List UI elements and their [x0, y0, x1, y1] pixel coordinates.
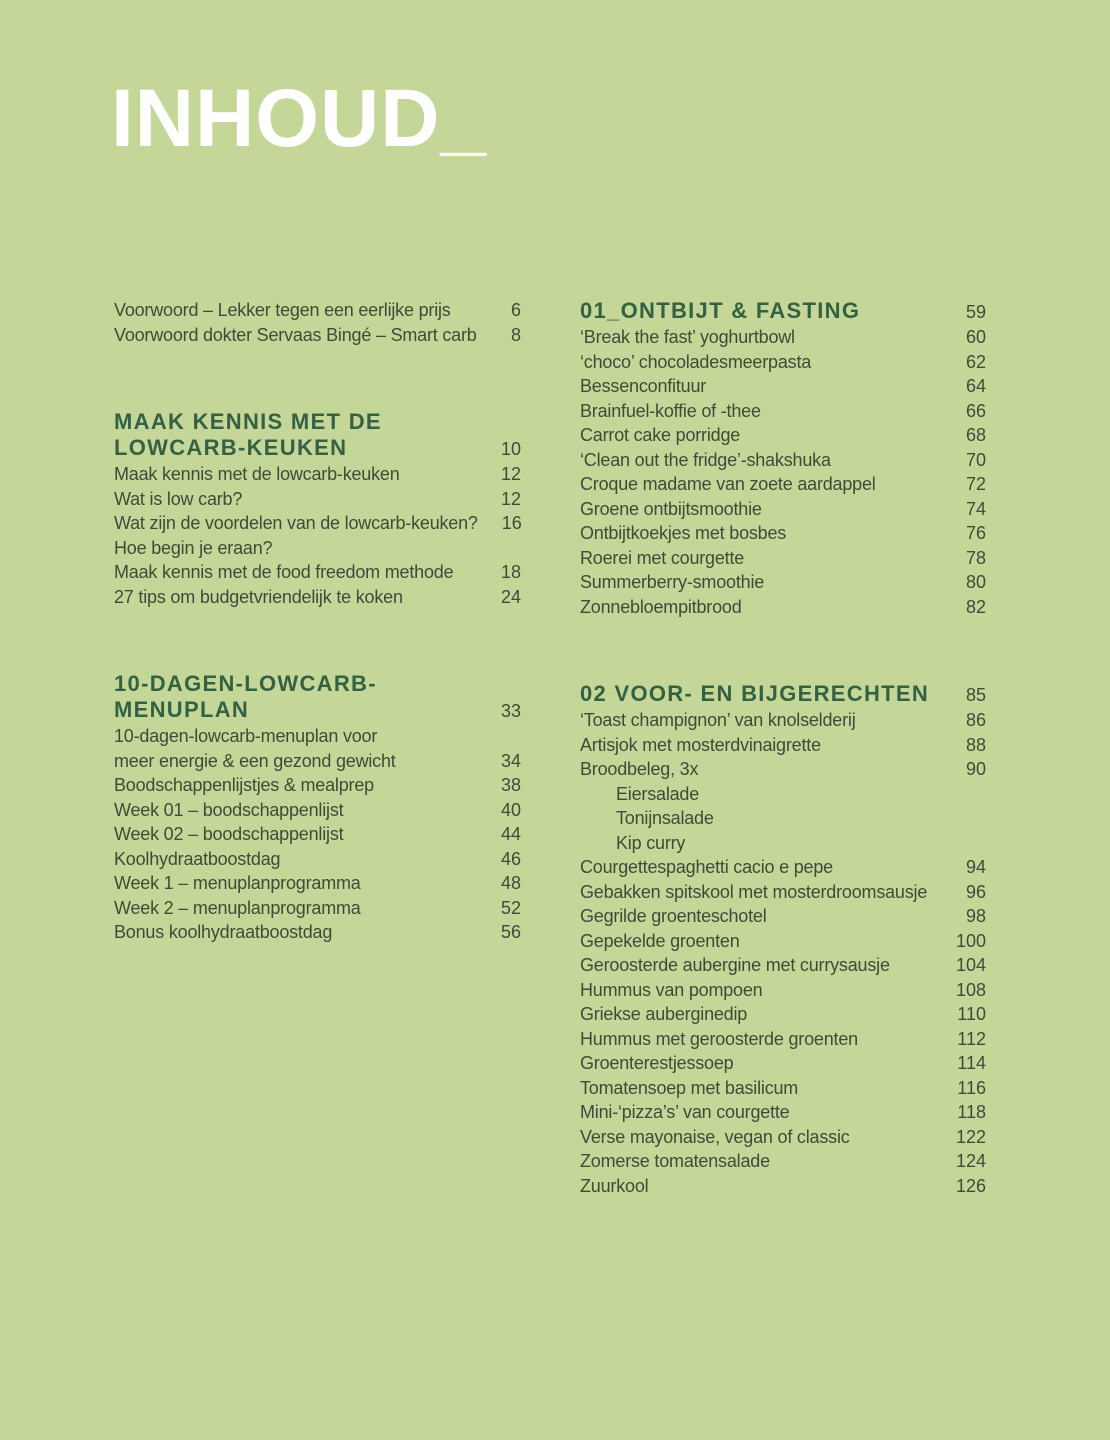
toc-entry-label: Wat is low carb? [114, 488, 243, 509]
toc-entry-label: Gepekelde groenten [580, 930, 740, 951]
toc-entry-page-number: 98 [965, 906, 986, 926]
toc-entry-row [114, 585, 521, 610]
toc-entry-label: Griekse auberginedip [580, 1004, 748, 1024]
toc-entry-row [114, 749, 521, 774]
toc-entry-row [580, 1051, 986, 1076]
toc-entry-label: Voorwoord – Lekker tegen een eerlijke prijs [114, 300, 451, 320]
toc-entry-label: Bonus koolhydraatboostdag [114, 922, 333, 942]
toc-entry-page-number: 24 [500, 586, 521, 607]
toc-entry-page-number: 8 [510, 324, 521, 345]
toc-entry-label: ‘Toast champignon’ van knolselderij [580, 710, 856, 730]
toc-section-title: 10-DAGEN-LOWCARB- [114, 671, 377, 696]
toc-entry-page-number: 82 [965, 596, 986, 617]
toc-entry-page-number: 118 [957, 1102, 986, 1122]
toc-entry-label: Week 2 – menuplanprogramma [114, 897, 361, 918]
toc-entry-page-number: 96 [965, 881, 986, 902]
toc-entry-label: Verse mayonaise, vegan of classic [580, 1126, 850, 1147]
toc-entry-row [580, 325, 986, 350]
toc-entry-row [580, 1149, 986, 1174]
toc-entry-row [580, 521, 986, 546]
toc-entry-row [114, 724, 521, 749]
toc-section [114, 671, 521, 945]
toc-entry-label: Brainfuel-koffie of -thee [580, 400, 761, 421]
toc-entry-label: Kip curry [616, 832, 686, 853]
toc-entry-row [580, 855, 986, 880]
toc-entry-row [580, 595, 986, 620]
toc-section-title: LOWCARB-KEUKEN [114, 435, 348, 460]
toc-entry-page-number: 60 [965, 327, 986, 347]
toc-entry-page-number: 100 [955, 930, 986, 951]
toc-entry-row [580, 423, 986, 448]
toc-entry-row [114, 298, 521, 323]
toc-entry-label: Mini-‘pizza’s’ van courgette [580, 1102, 790, 1122]
toc-entry-row [580, 904, 986, 929]
toc-section-header-row [114, 435, 521, 462]
toc-entry-row [114, 798, 521, 823]
page-title: INHOUD_ [111, 73, 488, 164]
toc-entry-label: Groene ontbijtsmoothie [580, 498, 762, 519]
toc-entry-label: Bessenconfituur [580, 376, 707, 396]
toc-left-column [114, 298, 521, 945]
toc-right-column [580, 298, 986, 1198]
toc-entry-row [580, 399, 986, 424]
toc-section-header-row [114, 409, 521, 435]
toc-entry-page-number: 16 [501, 513, 522, 533]
toc-entry-row [114, 487, 521, 512]
toc-entry-page-number: 110 [957, 1004, 986, 1024]
toc-entry-label: Voorwoord dokter Servaas Bingé – Smart carb [114, 324, 477, 345]
toc-section [580, 298, 986, 619]
toc-entry-label: meer energie & een gezond gewicht [114, 750, 396, 771]
toc-entry-page-number: 18 [500, 562, 521, 582]
toc-entry-label: Geroosterde aubergine met currysausje [580, 955, 890, 975]
toc-entry-page-number: 94 [965, 857, 986, 877]
toc-entry-page-number: 112 [957, 1028, 986, 1049]
toc-entry-row [114, 896, 521, 921]
toc-entry-page-number: 62 [965, 351, 986, 372]
toc-entry-row [580, 929, 986, 954]
toc-section-title: MENUPLAN [114, 697, 250, 722]
toc-entry-label: Zomerse tomatensalade [580, 1151, 770, 1171]
toc-entry-label: ‘choco’ chocoladesmeerpasta [580, 351, 812, 372]
toc-entry-label: Koolhydraatboostdag [114, 848, 281, 869]
toc-entry-label: Zuurkool [580, 1175, 649, 1196]
toc-entry-page-number: 90 [965, 759, 986, 779]
toc-entry-row [114, 323, 521, 348]
toc-entry-label: Roerei met courgette [580, 547, 745, 568]
toc-section-header-row [580, 681, 986, 708]
toc-entry-row [580, 1076, 986, 1101]
toc-entry-row [114, 773, 521, 798]
toc-entry-page-number: 38 [500, 775, 521, 795]
toc-entry-label: Eiersalade [616, 783, 700, 804]
toc-front-matter [114, 298, 521, 347]
toc-entry-row [580, 782, 986, 807]
toc-section-title: 01_ONTBIJT & FASTING [580, 298, 861, 323]
toc-entry-row [114, 511, 521, 536]
toc-entry-page-number: 114 [957, 1053, 986, 1073]
toc-entry-page-number: 68 [965, 425, 986, 445]
toc-entry-page-number: 108 [955, 979, 986, 1000]
toc-entry-page-number: 52 [500, 897, 521, 918]
toc-entry-row [580, 1100, 986, 1125]
toc-section-header-row [114, 671, 521, 697]
toc-entry-page-number: 40 [500, 799, 521, 820]
toc-entry-label: Tomatensoep met basilicum [580, 1077, 799, 1098]
toc-entry-page-number: 59 [965, 302, 986, 322]
toc-entry-label: Tonijnsalade [616, 808, 714, 828]
toc-entry-label: Wat zijn de voordelen van de lowcarb-keuken? [114, 513, 478, 533]
toc-entry-page-number: 86 [965, 710, 986, 730]
toc-section-title: 02 VOOR- EN BIJGERECHTEN [580, 681, 930, 706]
toc-entry-page-number: 124 [955, 1151, 986, 1171]
toc-entry-row [114, 462, 521, 487]
toc-entry-page-number: 76 [965, 523, 986, 543]
toc-entry-page-number: 72 [965, 474, 986, 494]
toc-entry-page-number: 122 [955, 1126, 986, 1147]
toc-entry-row [114, 920, 521, 945]
toc-entry-label: Boodschappenlijstjes & mealprep [114, 775, 374, 795]
toc-entry-page-number: 34 [500, 750, 521, 771]
toc-entry-row [580, 757, 986, 782]
toc-entry-page-number: 44 [500, 824, 521, 844]
toc-entry-row [580, 1002, 986, 1027]
toc-entry-label: Groenterestjessoep [580, 1053, 734, 1073]
toc-entry-label: Maak kennis met de food freedom methode [114, 562, 454, 582]
toc-entry-row [580, 350, 986, 375]
toc-entry-page-number: 33 [500, 701, 521, 721]
toc-entry-page-number: 70 [965, 449, 986, 470]
toc-entry-row [580, 978, 986, 1003]
toc-entry-row [580, 472, 986, 497]
toc-entry-row [580, 708, 986, 733]
toc-entry-row [580, 806, 986, 831]
toc-entry-page-number: 66 [965, 400, 986, 421]
toc-entry-row [580, 374, 986, 399]
toc-entry-label: Gebakken spitskool met mosterdroomsausje [580, 881, 928, 902]
toc-section-header-row [114, 697, 521, 724]
toc-entry-label: Week 01 – boodschappenlijst [114, 799, 344, 820]
toc-entry-page-number: 104 [955, 955, 986, 975]
toc-entry-label: Ontbijtkoekjes met bosbes [580, 523, 787, 543]
toc-entry-row [580, 1125, 986, 1150]
toc-entry-page-number: 12 [500, 464, 521, 484]
toc-entry-row [580, 448, 986, 473]
toc-entry-row [114, 822, 521, 847]
toc-entry-label: ‘Break the fast’ yoghurtbowl [580, 327, 795, 347]
toc-entry-label: Artisjok met mosterdvinaigrette [580, 734, 821, 755]
toc-entry-page-number: 126 [955, 1175, 986, 1196]
toc-entry-page-number: 48 [500, 873, 521, 893]
toc-entry-label: Carrot cake porridge [580, 425, 741, 445]
toc-entry-page-number: 6 [510, 300, 521, 320]
toc-entry-label: Hoe begin je eraan? [114, 537, 273, 558]
toc-entry-page-number: 74 [965, 498, 986, 519]
toc-entry-row [580, 733, 986, 758]
toc-entry-label: 10-dagen-lowcarb-menuplan voor [114, 726, 378, 746]
toc-section [114, 409, 521, 609]
toc-entry-row [580, 497, 986, 522]
toc-entry-row [114, 847, 521, 872]
toc-entry-label: Week 02 – boodschappenlijst [114, 824, 344, 844]
toc-entry-label: 27 tips om budgetvriendelijk te koken [114, 586, 403, 607]
toc-entry-row [114, 871, 521, 896]
toc-entry-label: Zonnebloempitbrood [580, 596, 742, 617]
toc-entry-page-number: 80 [965, 572, 986, 592]
toc-entry-page-number: 46 [500, 848, 521, 869]
toc-entry-row [580, 570, 986, 595]
toc-entry-label: Hummus van pompoen [580, 979, 763, 1000]
toc-entry-label: ‘Clean out the fridge’-shakshuka [580, 449, 831, 470]
toc-entry-row [580, 546, 986, 571]
toc-entry-page-number: 88 [965, 734, 986, 755]
toc-entry-page-number: 78 [965, 547, 986, 568]
toc-entry-page-number: 64 [965, 376, 986, 396]
toc-entry-row [580, 1174, 986, 1199]
toc-entry-label: Week 1 – menuplanprogramma [114, 873, 361, 893]
toc-entry-page-number: 10 [500, 439, 521, 459]
toc-entry-label: Maak kennis met de lowcarb-keuken [114, 464, 400, 484]
toc-entry-label: Courgettespaghetti cacio e pepe [580, 857, 833, 877]
toc-entry-page-number: 85 [965, 685, 986, 705]
toc-entry-label: Gegrilde groenteschotel [580, 906, 767, 926]
toc-entry-row [580, 831, 986, 856]
toc-entry-page-number: 12 [500, 488, 521, 509]
toc-entry-row [580, 953, 986, 978]
toc-entry-row [580, 880, 986, 905]
toc-section [580, 681, 986, 1198]
toc-entry-row [580, 1027, 986, 1052]
toc-entry-label: Croque madame van zoete aardappel [580, 474, 876, 494]
toc-entry-page-number: 56 [500, 922, 521, 942]
toc-section-header-row [580, 298, 986, 325]
toc-entry-label: Broodbeleg, 3x [580, 759, 699, 779]
toc-entry-label: Summerberry-smoothie [580, 572, 765, 592]
toc-section-title: MAAK KENNIS MET DE [114, 409, 382, 434]
toc-entry-row [114, 536, 521, 561]
toc-entry-row [114, 560, 521, 585]
toc-entry-label: Hummus met geroosterde groenten [580, 1028, 858, 1049]
toc-entry-page-number: 116 [957, 1077, 986, 1098]
